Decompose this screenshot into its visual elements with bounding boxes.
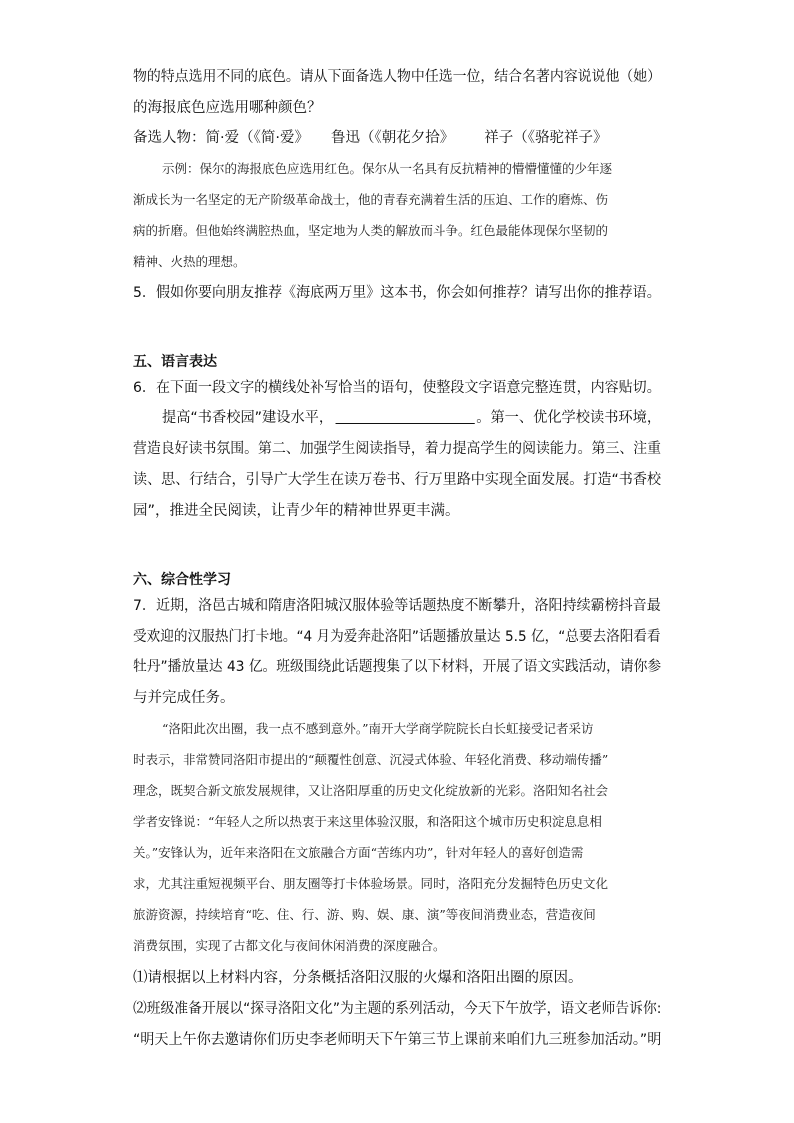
q6-paragraph-start: 提高“书香校园”建设水平，	[162, 410, 334, 426]
section-5-heading: 五、语言表达	[133, 354, 217, 370]
material-line-5: 关。”安锋认为，近年来洛阳在文旅融合方面“苦练内功”，针对年轻人的喜好创造需	[133, 845, 584, 860]
candidate-xiangzi: 祥子（《骆驼祥子》	[484, 130, 608, 146]
q6-paragraph-line-2: 营造良好读书氛围。第二、加强学生阅读指导，着力提高学生的阅读能力。第三、注重	[133, 441, 662, 457]
q7-line-3: 牡丹”播放量达 43 亿。班级围绕此话题搜集了以下材料，开展了语文实践活动，请你参	[133, 659, 662, 675]
q4-line-2: 的海报底色应选用哪种颜色？	[133, 100, 322, 116]
candidates-label: 备选人物：	[133, 130, 206, 146]
sub-question-1: ⑴请根据以上材料内容，分条概括洛阳汉服的火爆和洛阳出圈的原因。	[133, 970, 583, 986]
material-line-1: “洛阳此次出圈，我一点不感到意外。”南开大学商学院院长白长虹接受记者采访	[162, 721, 594, 736]
material-line-3: 理念，既契合新文旅发展规律，又让洛阳厚重的历史文化绽放新的光彩。洛阳知名社会	[133, 783, 609, 798]
question-5: 5．假如你要向朋友推荐《海底两万里》这本书，你会如何推荐？请写出你的推荐语。	[133, 285, 661, 301]
material-line-6: 求，尤其注重短视频平台、朋友圈等打卡体验场景。同时，洛阳充分发掘特色历史文化	[133, 876, 609, 891]
material-line-8: 消费氛围，实现了古都文化与夜间休闲消费的深度融合。	[133, 938, 446, 953]
example-line-4: 精神、火热的理想。	[133, 254, 246, 269]
fill-in-blank[interactable]	[335, 408, 474, 424]
material-line-2: 时表示，非常赞同洛阳市提出的“颠覆性创意、沉浸式体验、年轻化消费、移动端传播”	[133, 752, 609, 767]
q7-line-2: 受欢迎的汉服热门打卡地。“4 月为爱奔赴洛阳”话题播放量达 5.5 亿，“总要去洛阳看看	[133, 629, 661, 645]
q6-paragraph-after-blank: 。第一、优化学校读书环境，	[476, 410, 662, 426]
section-6-heading: 六、综合性学习	[133, 572, 231, 588]
q7-line-4: 与并完成任务。	[133, 690, 235, 706]
q4-candidates	[133, 128, 607, 148]
sub-question-2-line-1: ⑵班级准备开展以“探寻洛阳文化”为主题的系列活动，今天下午放学，语文老师告诉你:	[133, 1001, 662, 1017]
q6-paragraph-line-3: 读、思、行结合，引导广大学生在读万卷书、行万里路中实现全面发展。打造“书香校	[133, 472, 662, 488]
example-line-2: 渐成长为一名坚定的无产阶级革命战士，他的青春充满着生活的压迫、工作的磨炼、伤	[133, 192, 609, 207]
material-line-7: 旅游资源，持续培育“吃、住、行、游、购、娱、康、演”等夜间消费业态，营造夜间	[133, 907, 596, 922]
q4-line-1: 物的特点选用不同的底色。请从下面备选人物中任选一位，结合名著内容说说他（她）	[133, 69, 662, 85]
material-line-4: 学者安锋说：“年轻人之所以热衷于来这里体验汉服，和洛阳这个城市历史积淀息息相	[133, 814, 602, 829]
question-6: 6．在下面一段文字的横线处补写恰当的语句，使整段文字语意完整连贯，内容贴切。	[133, 380, 661, 396]
example-line-1: 示例：保尔的海报底色应选用红色。保尔从一名具有反抗精神的懵懵懂懂的少年逐	[162, 161, 613, 176]
example-line-3: 病的折磨。但他始终满腔热血，坚定地为人类的解放而斗争。红色最能体现保尔坚韧的	[133, 223, 609, 238]
candidate-jane-eyre: 简·爱（《简·爱》	[205, 130, 309, 146]
q7-line-1: 7．近期，洛邑古城和隋唐洛阳城汉服体验等话题热度不断攀升，洛阳持续霸榜抖音最	[133, 598, 661, 614]
candidate-lu-xun: 鲁迅（《朝花夕拾》	[330, 130, 455, 146]
sub-question-2-line-2: “明天上午你去邀请你们历史李老师明天下午第三节上课前来咱们九三班参加活动。”明	[133, 1032, 662, 1048]
q6-paragraph-line-1	[162, 408, 661, 428]
q6-paragraph-line-4: 园”，推进全民阅读，让青少年的精神世界更丰满。	[133, 503, 460, 519]
